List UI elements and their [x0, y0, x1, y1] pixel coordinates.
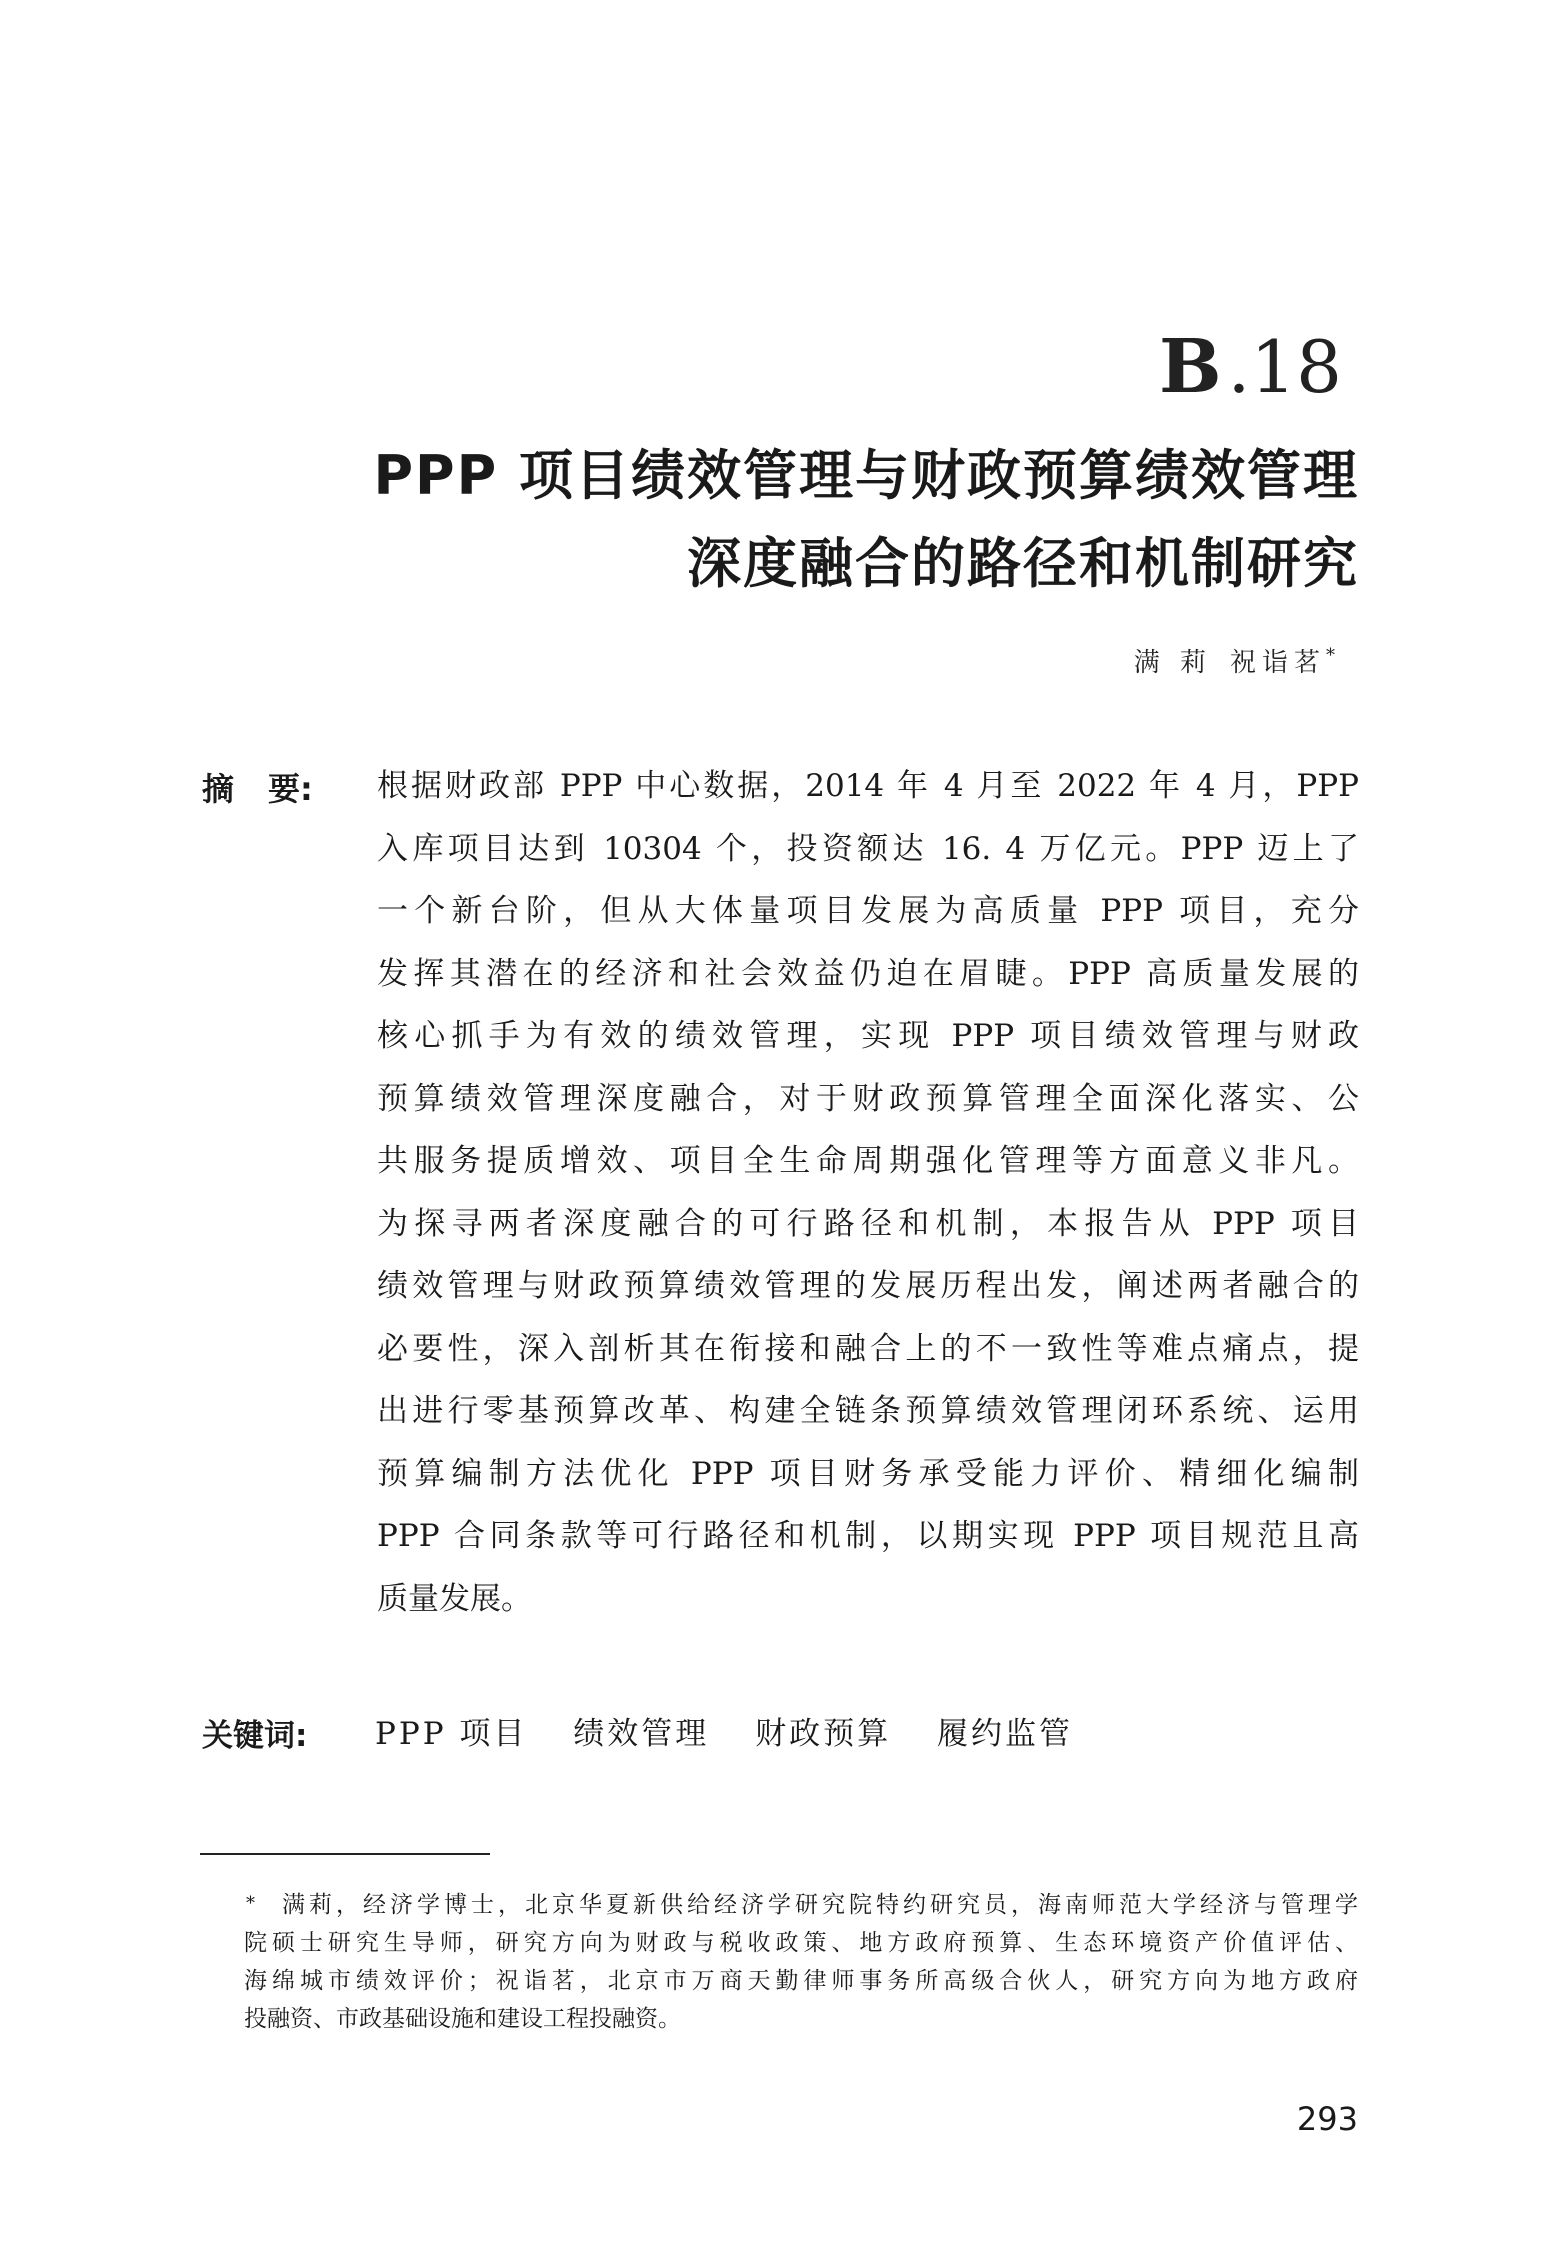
abstract-label — [202, 764, 313, 810]
abstract-line: 一个新台阶，但从大体量项目发展为高质量 PPP 项目，充分 — [377, 893, 1359, 929]
footnote-line: 院硕士研究生导师，研究方向为财政与税收政策、地方政府预算、生态环境资产价值评估、 — [244, 1930, 1358, 1956]
abstract-body — [377, 755, 1359, 1630]
footnote — [244, 1886, 1358, 2038]
footnote-line: 满莉，经济学博士，北京华夏新供给经济学研究院特约研究员，海南师范大学经济与管理学 — [282, 1892, 1358, 1918]
footnote-divider — [200, 1853, 490, 1855]
abstract-line: 入库项目达到 10304 个，投资额达 16. 4 万亿元。PPP 迈上了 — [377, 830, 1359, 867]
abstract-line: 发挥其潜在的经济和社会效益仍迫在眉睫。PPP 高质量发展的 — [377, 955, 1359, 992]
keyword: 财政预算 — [755, 1716, 892, 1752]
abstract-line: 共服务提质增效、项目全生命周期强化管理等方面意义非凡。 — [377, 1143, 1359, 1179]
author-2: 祝诣茗 — [1229, 648, 1326, 678]
abstract-line: 预算绩效管理深度融合，对于财政预算管理全面深化落实、公 — [377, 1080, 1359, 1117]
abstract-line: 根据财政部 PPP 中心数据，2014 年 4 月至 2022 年 4 月，PPP — [377, 768, 1359, 804]
abstract-line: 预算编制方法优化 PPP 项目财务承受能力评价、精细化编制 — [377, 1455, 1359, 1492]
abstract-label-part-1: 摘 — [202, 770, 235, 808]
page-number: 293 — [1296, 2100, 1358, 2138]
keyword: PPP 项目 — [375, 1716, 528, 1752]
abstract-line: 质量发展。 — [377, 1580, 532, 1617]
abstract-label-part-2: 要: — [268, 770, 313, 808]
abstract-line: 核心抓手为有效的绩效管理，实现 PPP 项目绩效管理与财政 — [377, 1018, 1359, 1054]
chapter-letter: B — [1158, 324, 1224, 410]
footnote-marker: * — [246, 1893, 255, 1914]
abstract-line: 必要性，深入剖析其在衔接和融合上的不一致性等难点痛点，提 — [377, 1330, 1359, 1367]
abstract-line: 出进行零基预算改革、构建全链条预算绩效管理闭环系统、运用 — [377, 1393, 1359, 1429]
footnote-line: 投融资、市政基础设施和建设工程投融资。 — [244, 2006, 681, 2032]
abstract-line: 绩效管理与财政预算绩效管理的发展历程出发，阐述两者融合的 — [377, 1268, 1359, 1304]
title-line-1: PPP 项目绩效管理与财政预算绩效管理 — [373, 444, 1359, 507]
chapter-number: .18 — [1227, 325, 1342, 409]
authors — [1134, 642, 1335, 679]
footnote-line: 海绵城市绩效评价；祝诣茗，北京市万商天勤律师事务所高级合伙人，研究方向为地方政府 — [244, 1968, 1358, 1994]
chapter-label — [1158, 324, 1342, 410]
abstract-line: 为探寻两者深度融合的可行路径和机制，本报告从 PPP 项目 — [377, 1205, 1359, 1242]
keyword: 履约监管 — [937, 1716, 1074, 1752]
title-line-2: 深度融合的路径和机制研究 — [687, 532, 1359, 595]
author-footnote-marker: * — [1326, 645, 1335, 666]
abstract-line: PPP 合同条款等可行路径和机制，以期实现 PPP 项目规范且高 — [377, 1518, 1359, 1554]
keywords-list — [375, 1708, 1109, 1753]
keyword: 绩效管理 — [573, 1716, 710, 1752]
author-1: 满 莉 — [1133, 648, 1212, 678]
keywords-label: 关键词: — [202, 1718, 308, 1754]
page-title — [259, 432, 1359, 608]
